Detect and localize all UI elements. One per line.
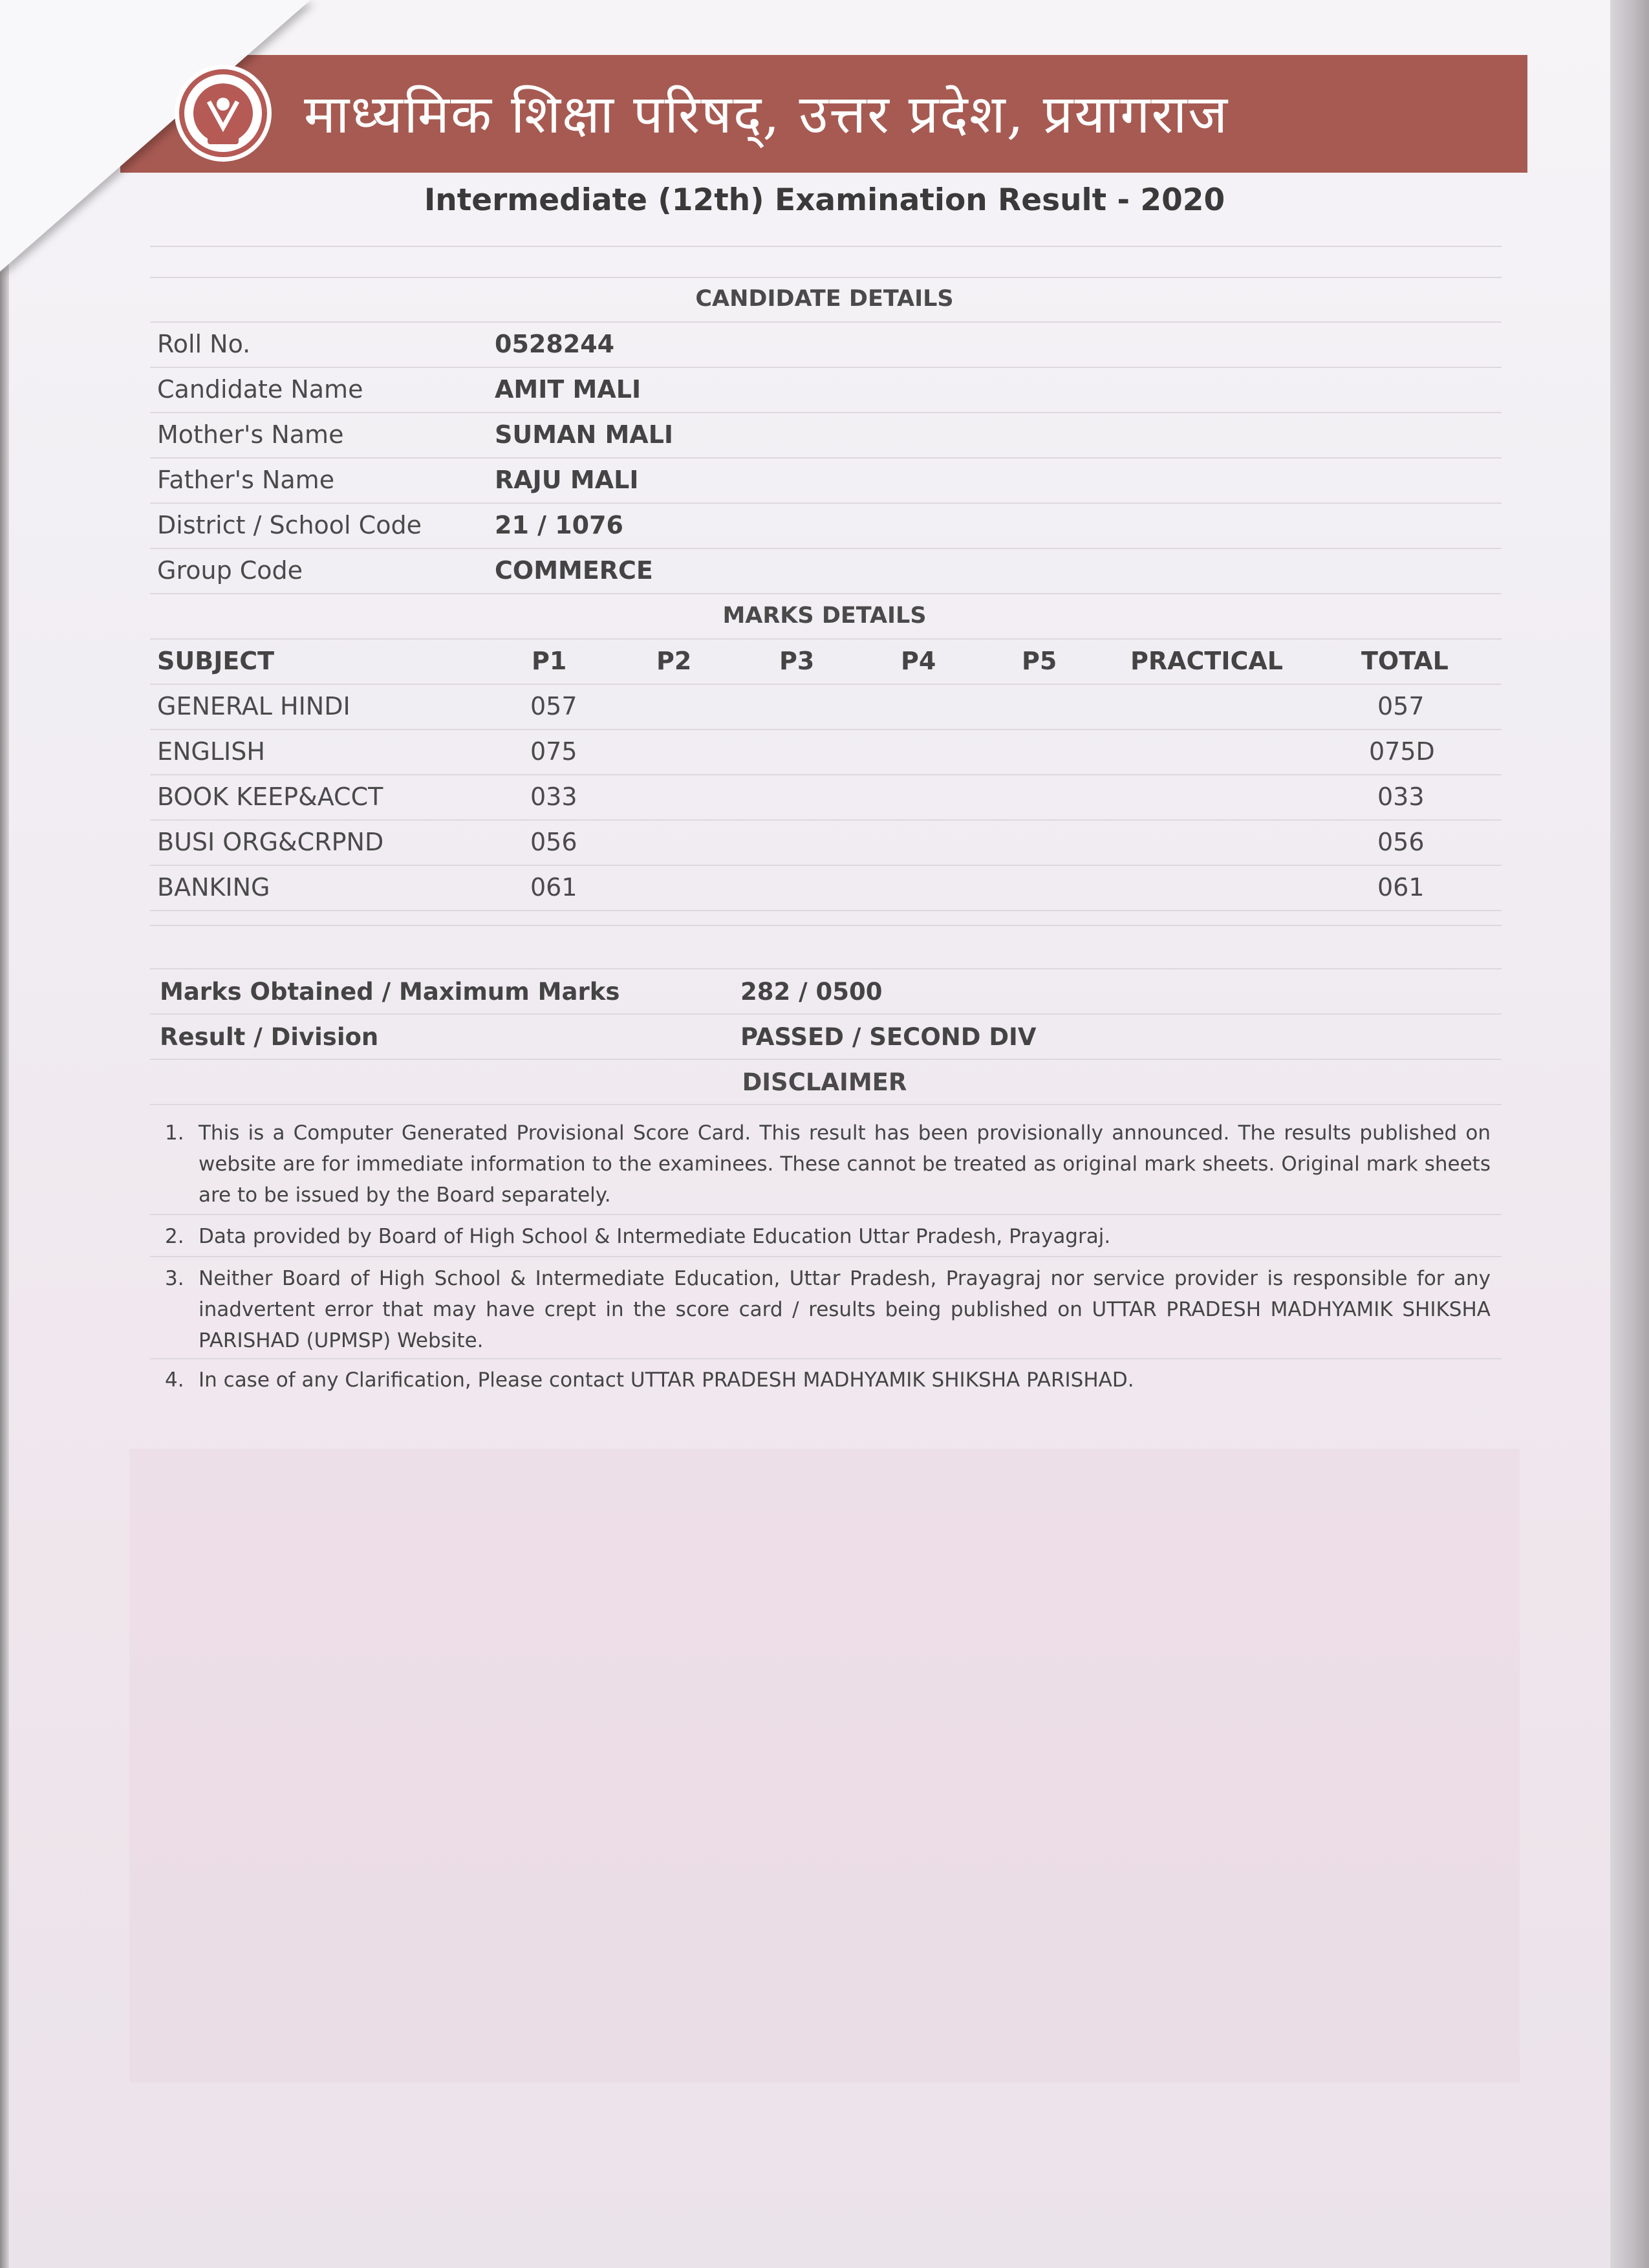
group-code-value: COMMERCE [495, 556, 653, 585]
marks-details-heading: MARKS DETAILS [722, 603, 927, 629]
divider [150, 593, 1502, 594]
divider [150, 819, 1502, 821]
result-division-label: Result / Division [160, 1023, 379, 1051]
divider [150, 1358, 1502, 1359]
board-emblem-icon [175, 65, 272, 162]
table-row-subject: BUSI ORG&CRPND [157, 828, 384, 856]
page-left-edge [0, 0, 9, 2268]
table-row-p1: 033 [530, 783, 577, 811]
disclaimer-number: 4. [165, 1368, 184, 1392]
col-practical: PRACTICAL [1130, 647, 1283, 675]
mother-name-label: Mother's Name [157, 420, 344, 449]
divider [150, 968, 1502, 969]
father-name-label: Father's Name [157, 466, 335, 494]
col-p5: P5 [1022, 647, 1057, 675]
table-row-p1: 061 [530, 873, 577, 902]
candidate-name-value: AMIT MALI [495, 375, 641, 404]
disclaimer-item [165, 1263, 1491, 1356]
col-p2: P2 [656, 647, 692, 675]
divider [150, 367, 1502, 368]
divider [150, 1214, 1502, 1215]
result-division-value: PASSED / SECOND DIV [740, 1023, 1037, 1051]
father-name-value: RAJU MALI [495, 466, 639, 494]
paper-stain [129, 1449, 1520, 2082]
page-right-edge [1610, 0, 1649, 2268]
table-row-total: 061 [1377, 873, 1425, 902]
exam-title: Intermediate (12th) Examination Result - 2020 [424, 182, 1225, 218]
col-p3: P3 [779, 647, 815, 675]
district-school-value: 21 / 1076 [495, 511, 623, 539]
marks-obtained-label: Marks Obtained / Maximum Marks [160, 978, 620, 1006]
divider [150, 865, 1502, 866]
divider [150, 548, 1502, 549]
disclaimer-number: 2. [165, 1225, 184, 1248]
disclaimer-text: In case of any Clarification, Please contact UTTAR PRADESH MADHYAMIK SHIKSHA PARISHAD. [199, 1368, 1134, 1392]
divider [150, 1256, 1502, 1257]
disclaimer-number: 1. [165, 1121, 184, 1145]
table-row-p1: 056 [530, 828, 577, 856]
disclaimer-number: 3. [165, 1267, 184, 1290]
col-p4: P4 [901, 647, 936, 675]
district-school-label: District / School Code [157, 511, 422, 539]
disclaimer-text: Data provided by Board of High School & Intermediate Education Uttar Pradesh, Prayagraj. [199, 1225, 1111, 1248]
table-row-p1: 057 [530, 692, 577, 720]
divider [150, 1013, 1502, 1015]
col-total: TOTAL [1361, 647, 1449, 675]
roll-no-label: Roll No. [157, 330, 251, 358]
table-row-subject: BOOK KEEP&ACCT [157, 783, 383, 811]
table-row-subject: BANKING [157, 873, 270, 902]
divider [150, 729, 1502, 730]
table-row-total: 056 [1377, 828, 1425, 856]
table-row-subject: ENGLISH [157, 737, 265, 766]
table-row-total: 075D [1369, 737, 1435, 766]
divider [150, 246, 1502, 247]
disclaimer-text: Neither Board of High School & Intermediate Education, Uttar Pradesh, Prayagraj nor service provider is responsible for any inadvertent error that may have crept in the score card / results being published on UTTAR PRADESH MADHYAMIK SHIKSHA PARISHAD (UPMSP) Website. [199, 1267, 1491, 1352]
disclaimer-text: This is a Computer Generated Provisional Score Card. This result has been provisionally announced. The results published on website are for immediate information to the examinees. These cannot be treated as original mark sheets. Original mark sheets are to be issued by the Board separately. [199, 1121, 1491, 1207]
disclaimer-item [165, 1365, 1491, 1396]
divider [150, 925, 1502, 926]
table-row-total: 057 [1377, 692, 1425, 720]
candidate-details-heading: CANDIDATE DETAILS [695, 286, 954, 312]
disclaimer-item [165, 1118, 1491, 1211]
group-code-label: Group Code [157, 556, 303, 585]
marks-obtained-value: 282 / 0500 [740, 978, 883, 1006]
col-p1: P1 [532, 647, 567, 675]
roll-no-value: 0528244 [495, 330, 615, 358]
divider [150, 277, 1502, 278]
col-subject: SUBJECT [157, 647, 275, 675]
divider [150, 502, 1502, 504]
divider [150, 1104, 1502, 1105]
divider [150, 684, 1502, 685]
divider [150, 638, 1502, 640]
divider [150, 910, 1502, 911]
divider [150, 412, 1502, 413]
divider [150, 774, 1502, 775]
table-row-subject: GENERAL HINDI [157, 692, 350, 720]
disclaimer-item [165, 1221, 1491, 1252]
board-name: माध्यमिक शिक्षा परिषद्, उत्तर प्रदेश, प्रयागराज [304, 84, 1229, 146]
table-row-p1: 075 [530, 737, 577, 766]
disclaimer-heading: DISCLAIMER [742, 1068, 907, 1096]
mother-name-value: SUMAN MALI [495, 420, 674, 449]
divider [150, 321, 1502, 323]
candidate-name-label: Candidate Name [157, 375, 363, 404]
divider [150, 457, 1502, 459]
divider [150, 1059, 1502, 1060]
table-row-total: 033 [1377, 783, 1425, 811]
